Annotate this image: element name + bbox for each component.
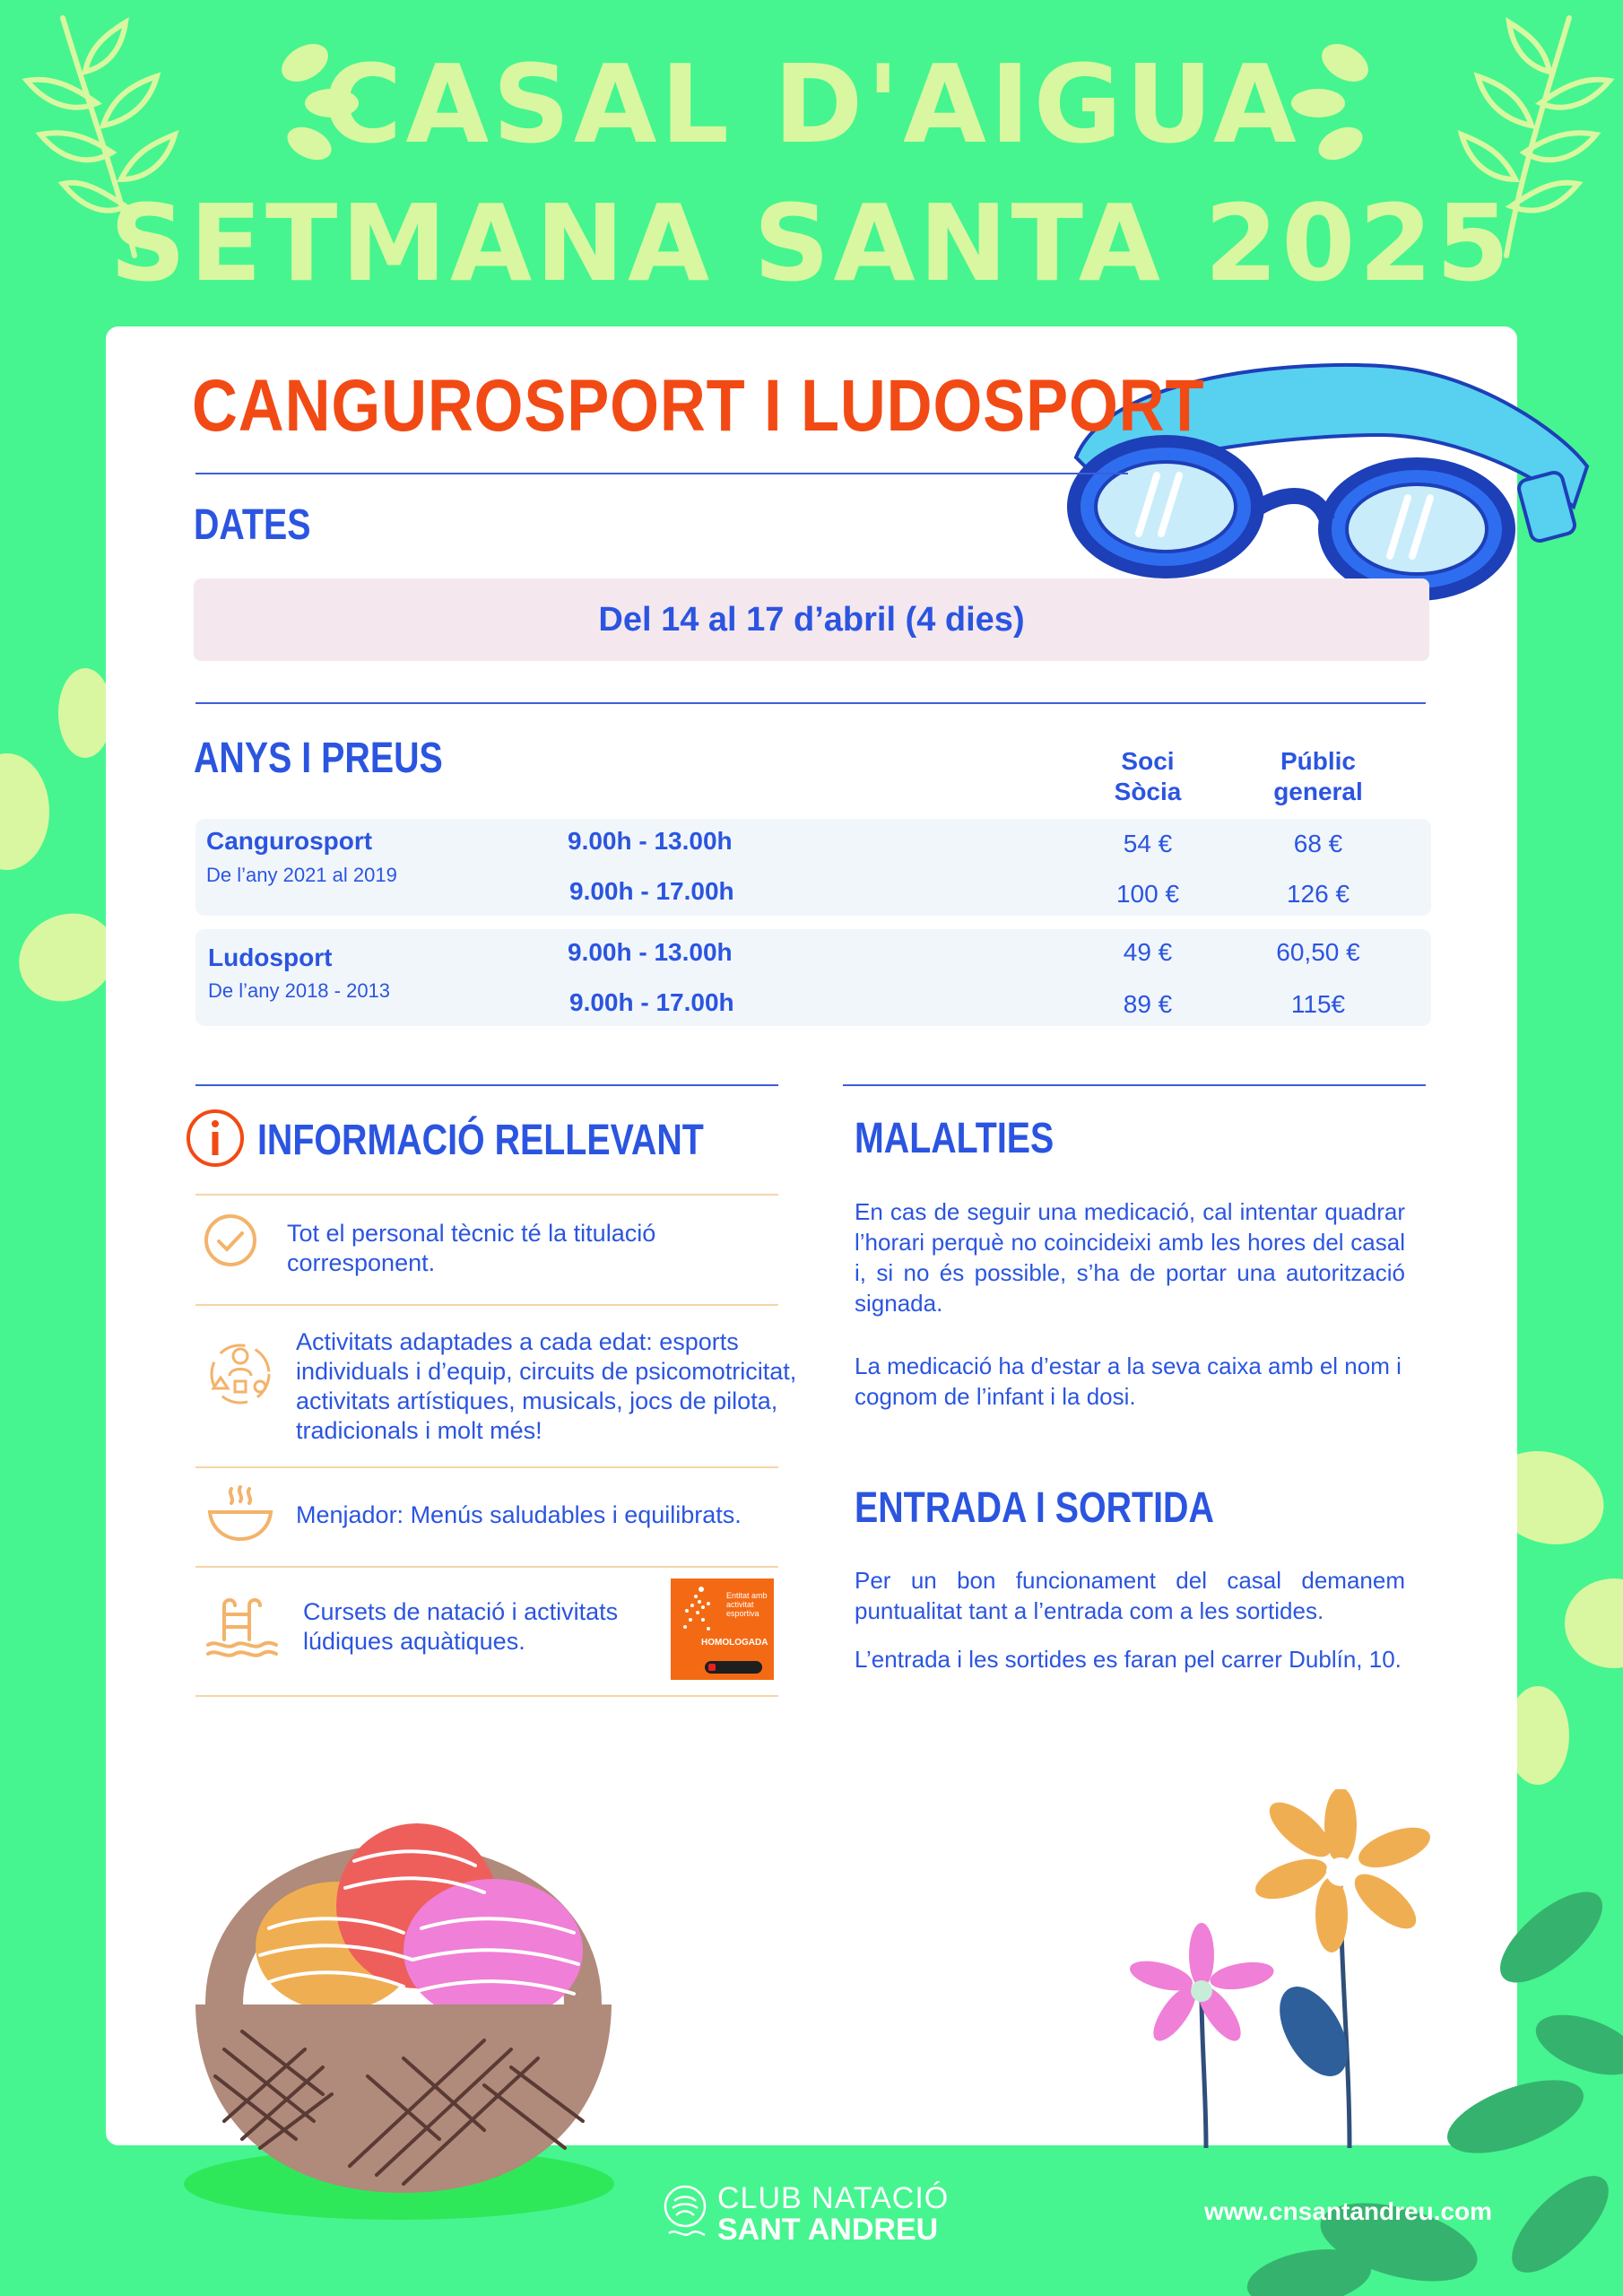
club-logo-icon	[662, 2183, 708, 2242]
divider	[195, 1194, 778, 1196]
divider	[843, 1084, 1426, 1086]
badge-text: esportiva	[726, 1609, 759, 1618]
divider	[195, 1304, 778, 1306]
price-soci: 49 €	[1123, 938, 1173, 966]
price-public: 126 €	[1286, 880, 1350, 908]
price-soci: 89 €	[1123, 990, 1173, 1018]
schedule: 9.00h - 13.00h	[568, 827, 733, 855]
info-item-text: Tot el personal tècnic té la titulació corresponent.	[287, 1220, 656, 1276]
price-soci: 54 €	[1123, 830, 1173, 857]
badge-label: HOMOLOGADA	[701, 1638, 768, 1648]
bg-blob	[1565, 1578, 1623, 1668]
info-icon	[185, 1108, 246, 1169]
header-title-line2: SETMANA SANTA 2025	[109, 181, 1514, 305]
club-name-line2: SANT ANDREU	[717, 2213, 939, 2247]
divider	[195, 473, 1128, 474]
divider	[195, 1084, 778, 1086]
group-name: Ludosport	[208, 944, 333, 971]
divider	[195, 1466, 778, 1468]
schedule: 9.00h - 13.00h	[568, 938, 733, 966]
price-soci: 100 €	[1115, 880, 1180, 908]
divider	[195, 1566, 778, 1568]
group-name: Cangurosport	[206, 827, 373, 855]
divider	[195, 702, 1426, 704]
homologated-badge	[671, 1578, 774, 1680]
flowers-icon	[1125, 1789, 1448, 2148]
website-link[interactable]: www.cnsantandreu.com	[1204, 2197, 1493, 2225]
col-header-public: Públic general	[1273, 747, 1363, 805]
group-years: De l’any 2021 al 2019	[206, 864, 397, 886]
divider	[195, 1695, 778, 1697]
bg-blob	[58, 668, 112, 758]
entrada-text-1: Per un bon funcionament del casal demanem puntualitat tant a l’entrada com a les sortides.	[855, 1567, 1405, 1624]
main-title: CANGUROSPORT I LUDOSPORT	[192, 365, 1205, 447]
check-circle-icon	[201, 1211, 260, 1270]
header-title-line1: CASAL D'AIGUA	[323, 43, 1300, 168]
bg-blob	[0, 753, 49, 870]
schedule: 9.00h - 17.00h	[569, 988, 734, 1016]
entrada-text-2: L’entrada i les sortides es faran pel carrer Dublín, 10.	[855, 1646, 1402, 1673]
malalties-text-2: La medicació ha d’estar a la seva caixa amb el nom i cognom de l’infant i la dosi.	[855, 1352, 1402, 1410]
badge-text: activitat	[726, 1600, 754, 1609]
activities-icon	[204, 1336, 276, 1408]
info-item-text: Menjador: Menús saludables i equilibrats.	[296, 1501, 742, 1528]
price-public: 115€	[1290, 990, 1346, 1018]
malalties-text-1: En cas de seguir una medicació, cal intentar quadrar l’horari perquè no coincideixi amb les hores del casal i, si no és possible, s’ha de portar una autorització signada.	[855, 1198, 1405, 1317]
info-heading: INFORMACIÓ RELLEVANT	[257, 1117, 704, 1164]
pool-ladder-icon	[204, 1595, 278, 1657]
price-public: 60,50 €	[1276, 938, 1360, 966]
group-years: De l’any 2018 - 2013	[208, 979, 391, 1002]
badge-text: Entitat amb	[726, 1591, 768, 1600]
price-public: 68 €	[1293, 830, 1343, 857]
info-item-text: Cursets de natació i activitats lúdiques aquàtiques.	[303, 1598, 619, 1655]
easter-basket-icon	[188, 1780, 619, 2202]
dates-heading: DATES	[194, 501, 311, 549]
info-item-text: Activitats adaptades a cada edat: esports individuals i d’equip, circuits de psicomotricitat, activitats artístiques, musicals, jocs de pilota, tradicionals i molt més!	[296, 1328, 797, 1444]
schedule: 9.00h - 17.00h	[569, 877, 734, 905]
badge-logo-dot	[708, 1664, 716, 1671]
club-name-line1: CLUB NATACIÓ	[717, 2181, 950, 2215]
malalties-heading: MALALTIES	[855, 1115, 1055, 1162]
entrada-heading: ENTRADA I SORTIDA	[855, 1484, 1214, 1532]
prices-heading: ANYS I PREUS	[194, 735, 443, 782]
bowl-icon	[204, 1482, 276, 1544]
dates-value: Del 14 al 17 d’abril (4 dies)	[194, 578, 1429, 661]
col-header-soci: Soci Sòcia	[1114, 747, 1182, 805]
runner-icon	[676, 1584, 717, 1638]
